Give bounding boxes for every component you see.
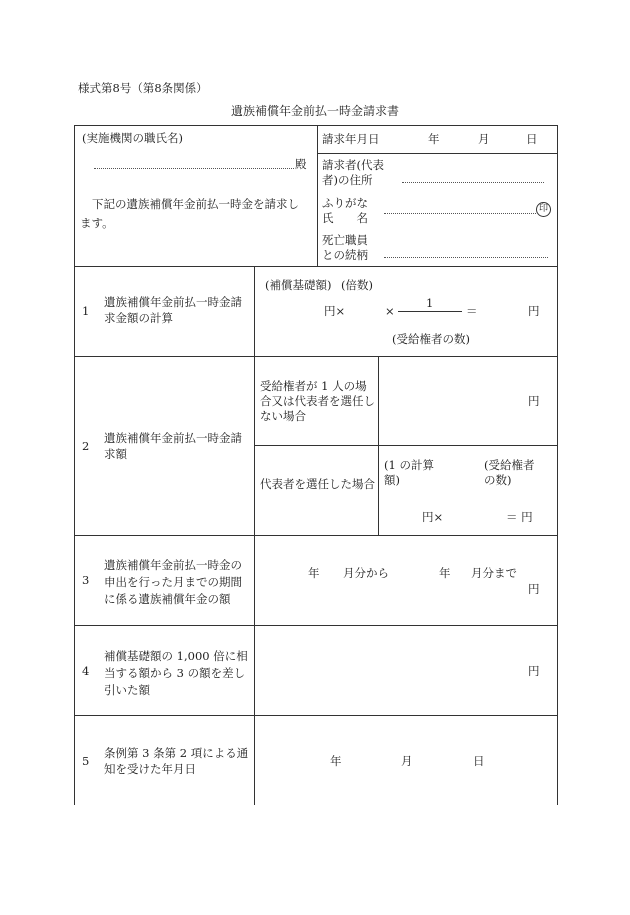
row3-month-from: 月分から	[343, 566, 389, 580]
row1-yen: 円	[528, 304, 540, 318]
address-field[interactable]	[402, 182, 544, 183]
row2-count-label: (受給権者の数)	[484, 458, 535, 487]
relation-field[interactable]	[384, 257, 548, 258]
date-label: 請求年月日	[322, 132, 380, 146]
row2-single-yen: 円	[528, 394, 540, 408]
row2-label: 遺族補償年金前払一時金請求額	[104, 431, 242, 461]
row2-yen-times: 円×	[422, 510, 444, 524]
row5-year: 年	[330, 754, 342, 768]
row1-base-label: (補償基礎額)	[265, 278, 332, 292]
date-month: 月	[478, 132, 490, 146]
row2-equals-yen: ＝ 円	[506, 510, 533, 524]
row3-number: 3	[82, 573, 90, 587]
row1-label: 遺族補償年金前払一時金請求金額の計算	[104, 295, 242, 325]
honorific: 殿	[295, 157, 307, 171]
row5-number: 5	[82, 754, 90, 768]
row2-single-case: 受給権者が 1 人の場合又は代表者を選任しない場合	[260, 379, 375, 423]
row1-multiple-label: (倍数)	[341, 278, 373, 292]
date-year: 年	[428, 132, 440, 146]
row1-times: ×	[385, 304, 395, 318]
row5-label: 条例第 3 条第 2 項による通知を受けた年月日	[104, 746, 249, 776]
row3-year-from: 年	[308, 566, 320, 580]
row4-number: 4	[82, 664, 90, 678]
row2-number: 2	[82, 439, 90, 453]
row1-equals: ＝	[466, 304, 478, 318]
furigana-label: ふりがな	[322, 196, 368, 210]
row3-yen: 円	[528, 582, 540, 596]
row3-year-to: 年	[439, 566, 451, 580]
request-text: 下記の遺族補償年金前払一時金を請求します。	[80, 197, 299, 230]
row3-month-to: 月分まで	[471, 566, 517, 580]
seal-mark: 印	[536, 202, 551, 217]
date-day: 日	[526, 132, 538, 146]
address-label: 請求者(代表者)の住所	[322, 158, 384, 187]
row2-calc-label: (1 の計算額)	[384, 458, 434, 487]
row5-day: 日	[473, 754, 485, 768]
row1-yen-times: 円×	[324, 304, 346, 318]
form-number: 様式第8号（第8条関係）	[78, 81, 208, 95]
row2-rep-case: 代表者を選任した場合	[260, 477, 375, 491]
agency-name-field[interactable]	[94, 168, 294, 169]
row3-label: 遺族補償年金前払一時金の申出を行った月までの期間に係る遺族補償年金の額	[104, 558, 242, 606]
row5-month: 月	[401, 754, 413, 768]
row1-numerator: 1	[426, 296, 434, 310]
row4-yen: 円	[528, 664, 540, 678]
name-label: 氏 名	[322, 211, 368, 225]
row1-number: 1	[82, 304, 90, 318]
row4-label: 補償基礎額の 1,000 倍に相当する額から 3 の額を差し引いた額	[104, 649, 248, 697]
relation-label: 死亡職員との続柄	[322, 233, 368, 262]
form-title: 遺族補償年金前払一時金請求書	[231, 104, 400, 118]
row1-fraction-bar	[398, 311, 462, 312]
agency-label: (実施機関の職氏名)	[82, 131, 183, 145]
row1-denominator-label: (受給権者の数)	[392, 332, 470, 346]
name-field[interactable]	[384, 213, 536, 214]
